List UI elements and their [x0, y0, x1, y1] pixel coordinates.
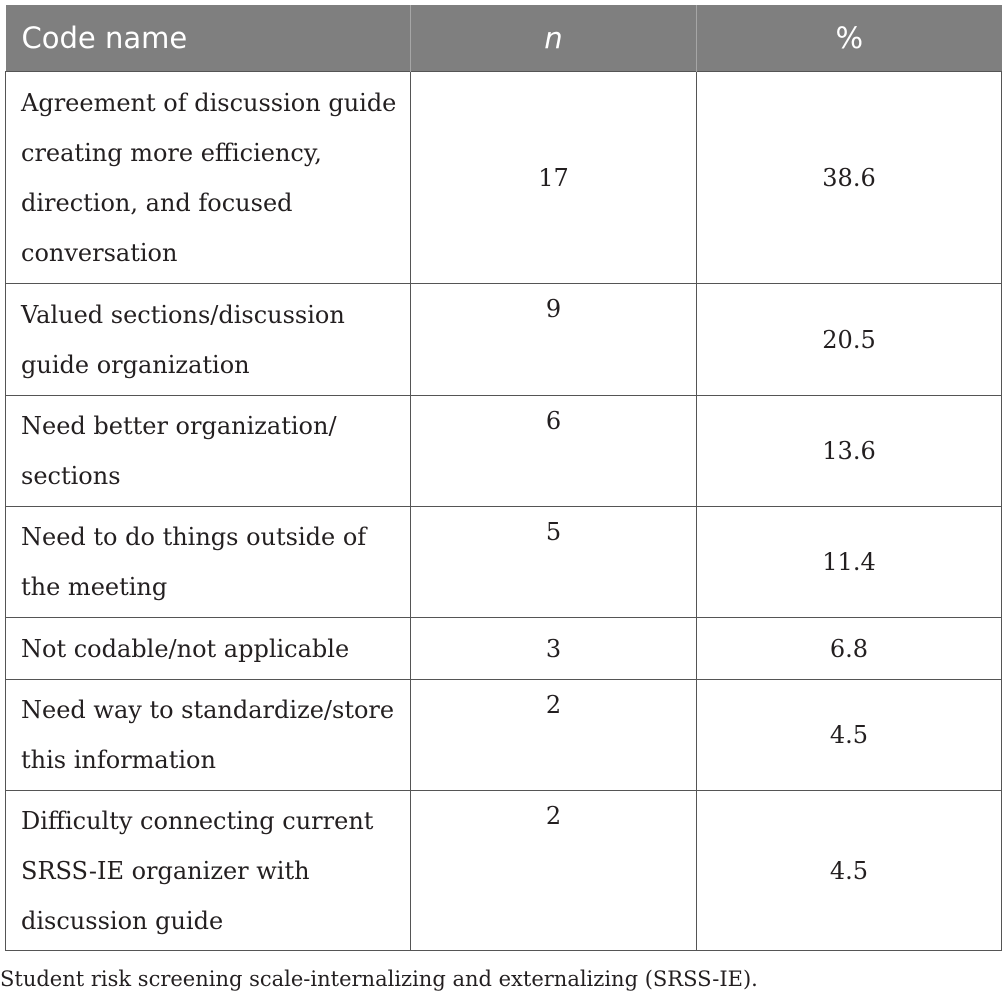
- table-row: [6, 396, 1002, 507]
- n-cell: 17: [411, 72, 697, 284]
- n-cell: 2: [411, 680, 697, 791]
- percent-cell: 38.6: [697, 72, 1002, 284]
- code-name-cell: Agreement of discussion guide creating more efficiency, direction, and focused conversation: [6, 72, 411, 284]
- percent-cell: 4.5: [697, 680, 1002, 791]
- n-cell: 9: [411, 284, 697, 396]
- code-name-cell: Need better organization/ sections: [6, 396, 411, 507]
- n-cell: 2: [411, 791, 697, 951]
- percent-cell: 11.4: [697, 507, 1002, 618]
- table-row: [6, 680, 1002, 791]
- percent-cell: 4.5: [697, 791, 1002, 951]
- percent-cell: 20.5: [697, 284, 1002, 396]
- code-name-cell: Valued sections/discussion guide organization: [6, 284, 411, 396]
- code-name-cell: Need to do things outside of the meeting: [6, 507, 411, 618]
- percent-cell: 13.6: [697, 396, 1002, 507]
- header-code-name: Code name: [6, 5, 411, 72]
- code-name-cell: Not codable/not applicable: [6, 618, 411, 680]
- table-row: [6, 284, 1002, 396]
- table-row: [6, 618, 1002, 680]
- table-header-row: [6, 5, 1002, 72]
- code-frequency-table: [5, 5, 1002, 951]
- code-name-cell: Difficulty connecting current SRSS-IE organizer with discussion guide: [6, 791, 411, 951]
- header-percent: %: [697, 5, 1002, 72]
- table-row: [6, 791, 1002, 951]
- n-cell: 6: [411, 396, 697, 507]
- n-cell: 3: [411, 618, 697, 680]
- table-footnote: Student risk screening scale-internalizing and externalizing (SRSS-IE).: [0, 967, 758, 991]
- table-row: [6, 72, 1002, 284]
- n-cell: 5: [411, 507, 697, 618]
- header-n: n: [411, 5, 697, 72]
- table-row: [6, 507, 1002, 618]
- percent-cell: 6.8: [697, 618, 1002, 680]
- code-name-cell: Need way to standardize/store this information: [6, 680, 411, 791]
